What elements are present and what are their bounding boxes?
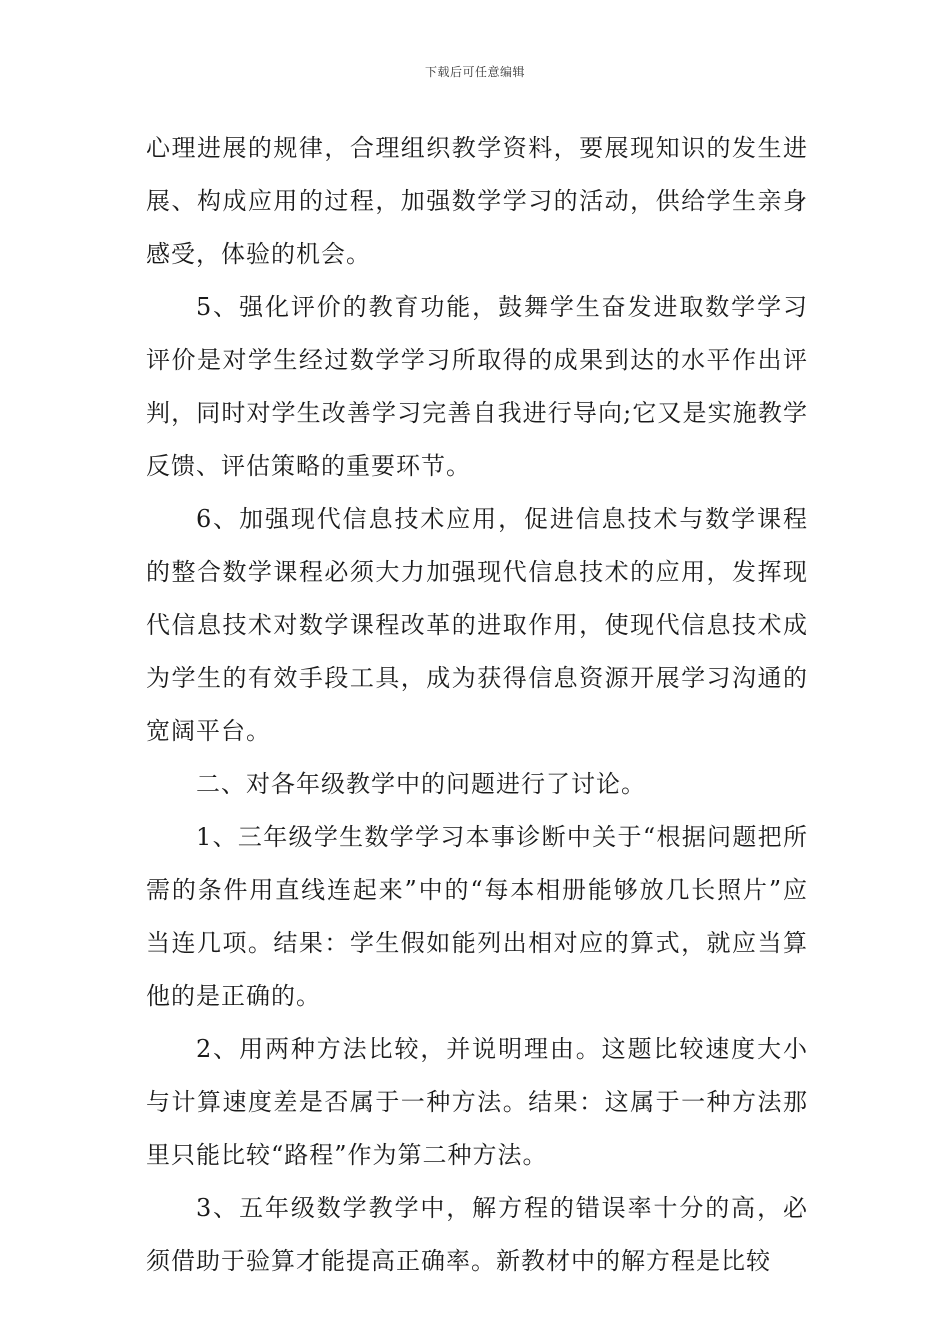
paragraph-question-2: 2、用两种方法比较，并说明理由。这题比较速度大小与计算速度差是否属于一种方法。结果：这属于一种方法那里只能比较“路程”作为第二种方法。 <box>146 1035 808 1169</box>
paragraph-continuation: 心理进展的规律，合理组织教学资料，要展现知识的发生进展、构成应用的过程，加强数学学习的活动，供给学生亲身感受，体验的机会。 <box>146 134 808 268</box>
paragraph-item-5: 5、强化评价的教育功能，鼓舞学生奋发进取数学学习评价是对学生经过数学学习所取得的成果到达的水平作出评判，同时对学生改善学习完善自我进行导向;它又是实施教学反馈、评估策略的重要环节。 <box>146 293 808 480</box>
section-heading-2: 二、对各年级教学中的问题进行了讨论。 <box>196 770 646 798</box>
paragraph-question-1: 1、三年级学生数学学习本事诊断中关于“根据问题把所需的条件用直线连起来”中的“每本相册能够放几长照片”应当连几项。结果：学生假如能列出相对应的算式，就应当算他的是正确的。 <box>146 823 808 1010</box>
paragraph-question-3: 3、五年级数学教学中，解方程的错误率十分的高，必须借助于验算才能提高正确率。新教材中的解方程是比较 <box>146 1194 808 1275</box>
document-body <box>146 122 808 1288</box>
download-note: 下载后可任意编辑 <box>424 65 525 79</box>
paragraph-item-6: 6、加强现代信息技术应用，促进信息技术与数学课程的整合数学课程必须大力加强现代信息技术的应用，发挥现代信息技术对数学课程改革的进取作用，使现代信息技术成为学生的有效手段工具，成为获得信息资源开展学习沟通的宽阔平台。 <box>146 505 808 745</box>
